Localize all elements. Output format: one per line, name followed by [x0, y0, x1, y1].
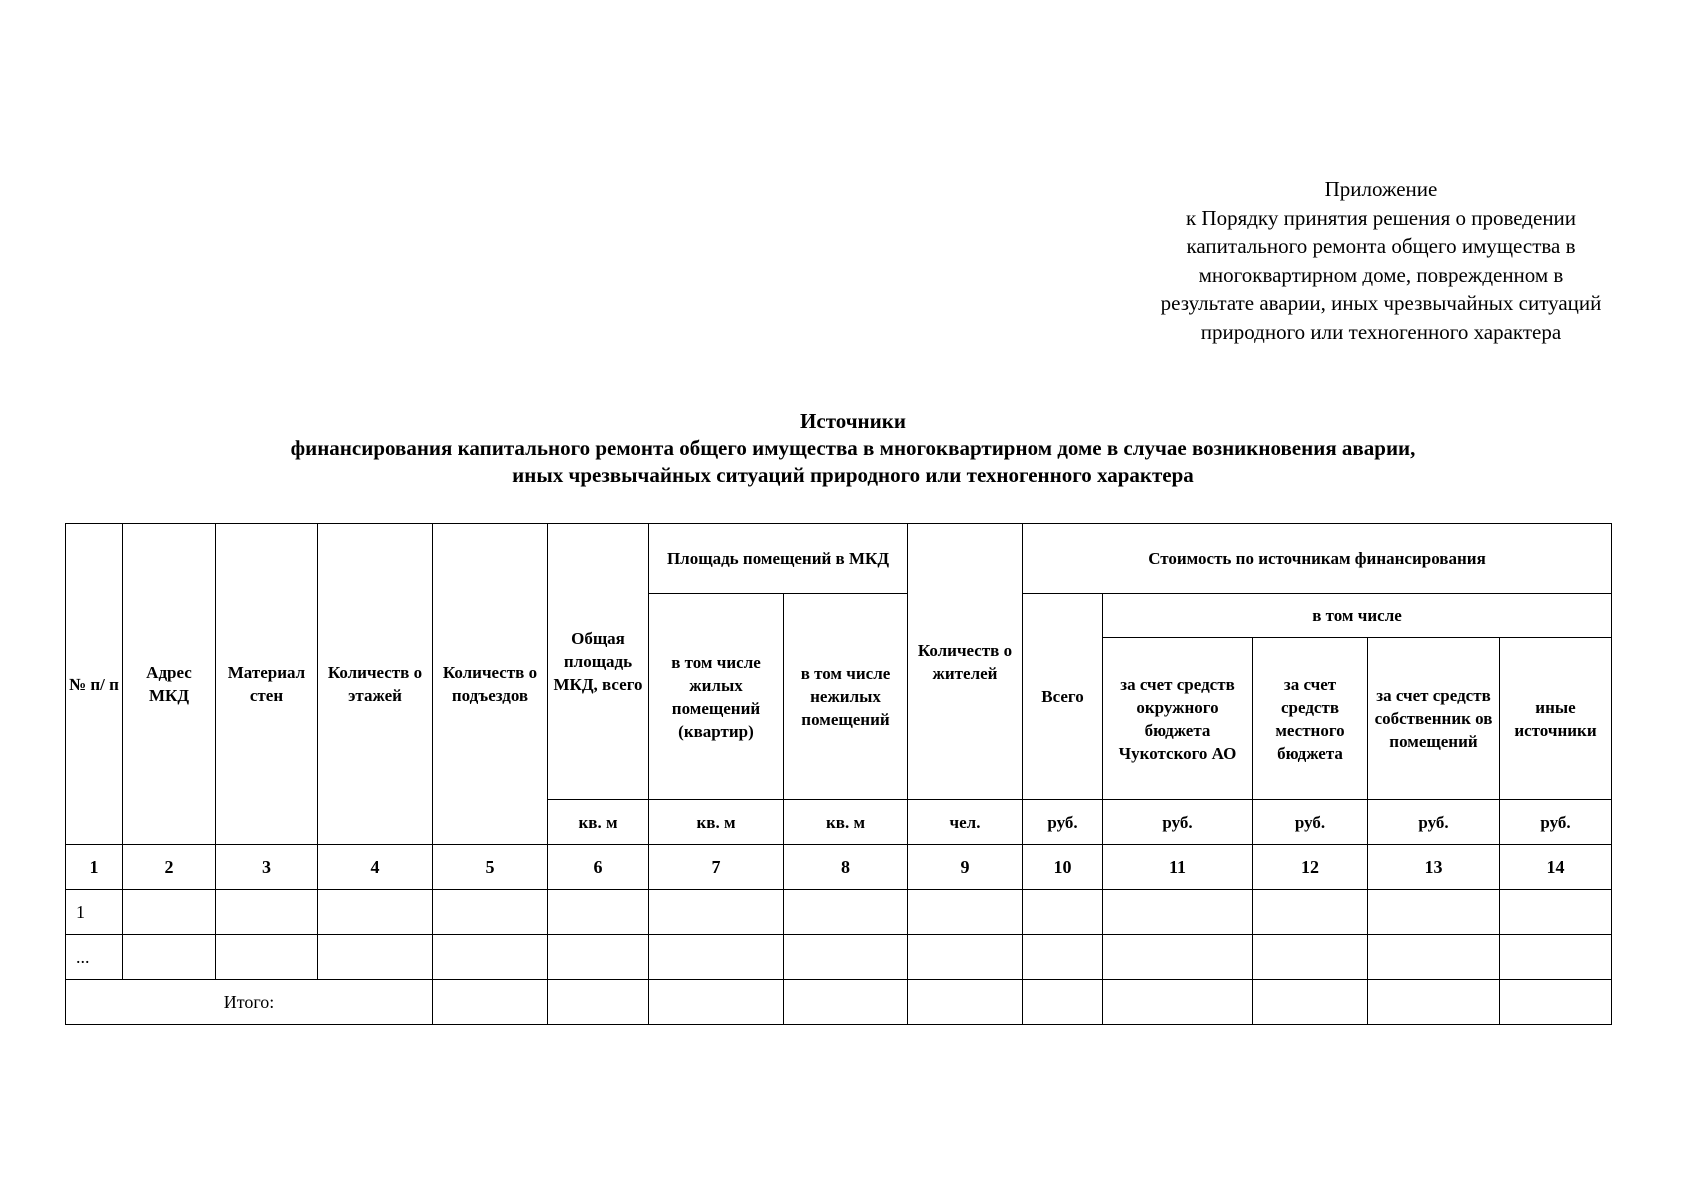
header-district-budget: за счет средств окружного бюджета Чукотского АО — [1103, 638, 1253, 800]
table-cell — [1368, 890, 1500, 935]
table-cell — [1103, 890, 1253, 935]
header-address: Адрес МКД — [123, 524, 216, 845]
table-cell — [1368, 980, 1500, 1025]
table-cell — [1023, 890, 1103, 935]
table-cell — [784, 890, 908, 935]
table-cell — [1023, 980, 1103, 1025]
header-total: Всего — [1023, 594, 1103, 800]
table-cell — [908, 890, 1023, 935]
table-cell — [123, 890, 216, 935]
table-cell — [784, 980, 908, 1025]
unit-residents: чел. — [908, 800, 1023, 845]
table-cell — [1500, 935, 1612, 980]
total-row — [66, 980, 1612, 1025]
column-number: 14 — [1500, 845, 1612, 890]
row-number: ... — [66, 935, 123, 980]
appendix-heading: Приложение — [1324, 177, 1438, 201]
header-wall-material: Материал стен — [216, 524, 318, 845]
unit-district-budget: руб. — [1103, 800, 1253, 845]
unit-other-sources: руб. — [1500, 800, 1612, 845]
header-residential: в том числе жилых помещений (квартир) — [649, 594, 784, 800]
header-floors: Количеств о этажей — [318, 524, 433, 845]
table-cell — [1368, 935, 1500, 980]
header-cost-group: Стоимость по источникам финансирования — [1023, 524, 1612, 594]
table-cell — [908, 980, 1023, 1025]
table-cell — [548, 890, 649, 935]
appendix-line: к Порядку принятия решения о проведении — [1185, 205, 1577, 230]
table-cell — [433, 980, 548, 1025]
table-cell — [1103, 980, 1253, 1025]
table-cell — [784, 935, 908, 980]
table-cell — [123, 935, 216, 980]
unit-local-budget: руб. — [1253, 800, 1368, 845]
table-cell — [1253, 935, 1368, 980]
unit-residential: кв. м — [649, 800, 784, 845]
appendix-line: многоквартирном доме, поврежденном в — [1198, 262, 1564, 287]
table-cell — [1500, 980, 1612, 1025]
row-number: 1 — [66, 890, 123, 935]
table-cell — [908, 935, 1023, 980]
table-cell — [1500, 890, 1612, 935]
column-number: 7 — [649, 845, 784, 890]
column-number: 1 — [66, 845, 123, 890]
header-local-budget: за счет средств местного бюджета — [1253, 638, 1368, 800]
header-owners-funds: за счет средств собственник ов помещений — [1368, 638, 1500, 800]
table-cell — [318, 935, 433, 980]
table-cell — [548, 935, 649, 980]
table-cell — [433, 890, 548, 935]
table-cell — [1253, 890, 1368, 935]
document-title — [0, 408, 1698, 489]
appendix-line: капитального ремонта общего имущества в — [1186, 234, 1576, 258]
column-number: 4 — [318, 845, 433, 890]
column-number: 9 — [908, 845, 1023, 890]
header-area-group: Площадь помещений в МКД — [649, 524, 908, 594]
title-line: финансирования капитального ремонта общего имущества в многоквартирном доме в случае возникновения аварии, — [290, 436, 1416, 460]
table-cell — [649, 890, 784, 935]
unit-total: руб. — [1023, 800, 1103, 845]
header-residents: Количеств о жителей — [908, 524, 1023, 800]
column-number: 2 — [123, 845, 216, 890]
table-cell — [649, 935, 784, 980]
column-number: 11 — [1103, 845, 1253, 890]
column-number: 5 — [433, 845, 548, 890]
table-cell — [1023, 935, 1103, 980]
appendix-line: результате аварии, иных чрезвычайных ситуаций — [1160, 291, 1602, 315]
header-entrances: Количеств о подъездов — [433, 524, 548, 845]
total-label: Итого: — [66, 980, 433, 1025]
unit-total-area: кв. м — [548, 800, 649, 845]
table-cell — [216, 890, 318, 935]
column-number: 3 — [216, 845, 318, 890]
column-number: 10 — [1023, 845, 1103, 890]
header-num: № п/ п — [66, 524, 123, 845]
appendix-block — [1108, 175, 1654, 346]
header-total-area: Общая площадь МКД, всего — [548, 524, 649, 800]
table-row — [66, 890, 1612, 935]
table-cell — [548, 980, 649, 1025]
header-including: в том числе — [1103, 594, 1612, 638]
header-other-sources: иные источники — [1500, 638, 1612, 800]
header-nonresidential: в том числе нежилых помещений — [784, 594, 908, 800]
column-number: 12 — [1253, 845, 1368, 890]
table-cell — [433, 935, 548, 980]
title-heading: Источники — [800, 409, 906, 433]
column-number: 8 — [784, 845, 908, 890]
table-cell — [649, 980, 784, 1025]
title-line: иных чрезвычайных ситуаций природного или техногенного характера — [512, 463, 1194, 487]
table-cell — [1103, 935, 1253, 980]
table-cell — [216, 935, 318, 980]
table-cell — [1253, 980, 1368, 1025]
table-row — [66, 935, 1612, 980]
unit-nonresidential: кв. м — [784, 800, 908, 845]
financing-table — [65, 523, 1612, 1025]
unit-owners-funds: руб. — [1368, 800, 1500, 845]
table-cell — [318, 890, 433, 935]
column-number: 13 — [1368, 845, 1500, 890]
appendix-line: природного или техногенного характера — [1200, 319, 1562, 344]
column-number: 6 — [548, 845, 649, 890]
